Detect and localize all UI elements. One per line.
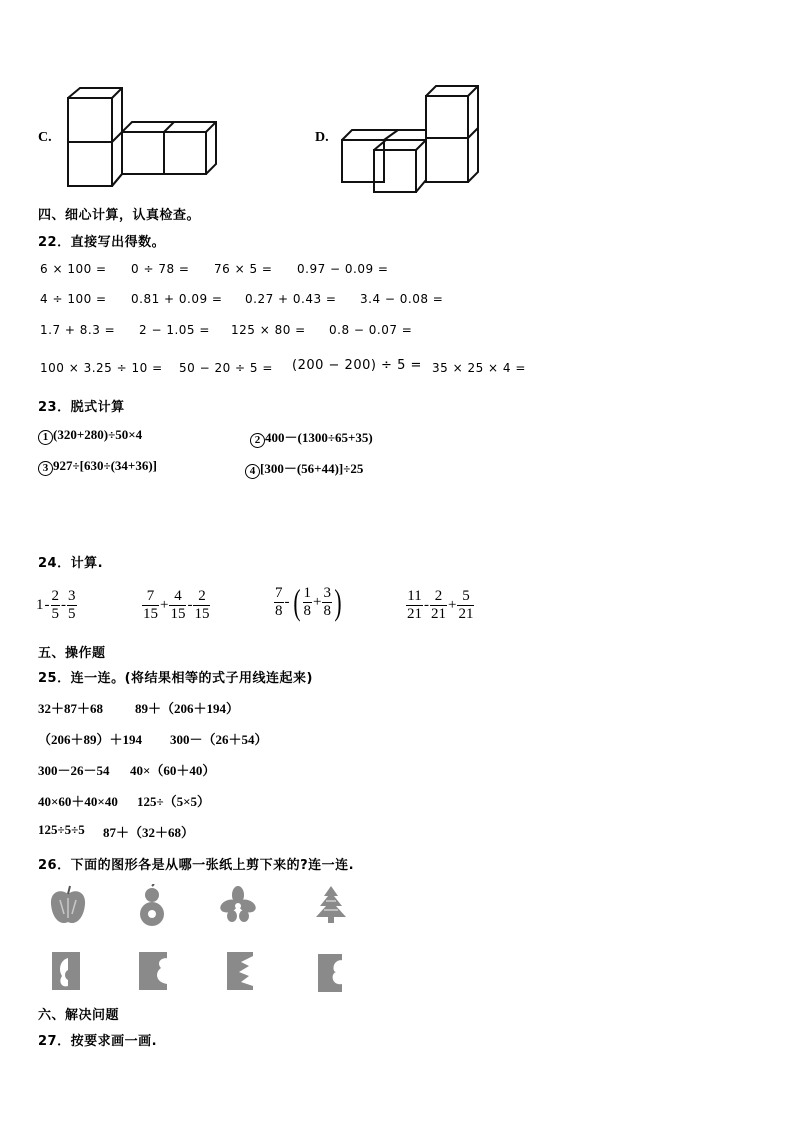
q22-row1-item4: 0.97 − 0.09 =	[297, 262, 389, 276]
q22-row3-item2: 2 − 1.05 =	[139, 323, 210, 337]
minus-sign: -	[44, 597, 50, 613]
q23-item1	[38, 427, 142, 445]
q22-row1-item3: 76 × 5 =	[214, 262, 273, 276]
q22-row4-item4: 35 × 25 × 4 =	[432, 361, 526, 375]
plus-sign: +	[448, 597, 457, 613]
option-d-label: D.	[315, 130, 329, 145]
folded-paper-3-image	[225, 950, 255, 992]
circle-number-2: 2	[250, 433, 265, 448]
tree-shape-image	[314, 886, 348, 924]
gourd-shape-image	[136, 884, 168, 928]
numerator: 1	[303, 584, 311, 601]
fraction	[303, 585, 313, 620]
apple-shape-image	[48, 884, 88, 928]
plus-sign: +	[160, 597, 169, 613]
q25-title: 25．连一连。(将结果相等的式子用线连起来)	[38, 671, 313, 686]
numerator: 5	[462, 588, 470, 604]
q22-row1-item1: 6 × 100 =	[40, 262, 107, 276]
left-paren: (	[292, 582, 301, 622]
minus-sign: -	[61, 597, 66, 613]
plus-sign: +	[313, 593, 322, 610]
q22-row2-item3: 0.27 + 0.43 =	[245, 292, 337, 306]
numerator: 2	[198, 588, 206, 604]
fraction	[430, 588, 447, 623]
q23-title: 23．脱式计算	[38, 400, 125, 415]
q25-row2-right: 300－（26＋54）	[170, 732, 268, 747]
denominator: 15	[143, 606, 158, 622]
circle-number-1: 1	[38, 430, 53, 445]
q22-row4-item2: 50 − 20 ÷ 5 =	[179, 361, 273, 375]
section6-heading: 六、解决问题	[38, 1008, 120, 1023]
fraction	[457, 588, 474, 623]
q24-expr-2	[142, 588, 210, 623]
q23-expr-3: 927÷[630÷(34+36)]	[53, 458, 157, 473]
q23-expr-2: 400－(1300÷65+35)	[265, 430, 373, 445]
numerator: 2	[434, 588, 443, 604]
q25-row1-left: 32＋87＋68	[38, 701, 104, 716]
q22-row3-item4: 0.8 − 0.07 =	[329, 323, 413, 337]
folded-paper-2-image	[137, 950, 169, 992]
fraction	[51, 588, 61, 623]
q23-item3	[38, 458, 157, 476]
q25-row4-left: 40×60＋40×40	[38, 794, 118, 809]
flower-shape-image	[220, 886, 256, 922]
q25-row3-left: 300－26－54	[38, 763, 110, 778]
numerator: 11	[407, 588, 422, 604]
q22-row3-item1: 1.7 + 8.3 =	[40, 323, 116, 337]
minus-sign: -	[187, 597, 193, 613]
section4-heading: 四、细心计算，认真检查。	[38, 208, 201, 223]
numerator: 3	[68, 588, 76, 604]
folded-paper-4-image	[316, 952, 344, 994]
numerator: 4	[174, 588, 182, 604]
minus-sign: -	[424, 597, 429, 613]
q22-row2-item1: 4 ÷ 100 =	[40, 292, 107, 306]
fraction	[169, 588, 186, 623]
q23-expr-4: [300－(56+44)]÷25	[260, 461, 364, 476]
q22-row2-item2: 0.81 + 0.09 =	[131, 292, 223, 306]
folded-paper-1-image	[50, 950, 82, 992]
right-paren: )	[334, 582, 342, 622]
q22-row3-item3: 125 × 80 =	[231, 323, 306, 337]
denominator: 21	[458, 606, 474, 622]
denominator: 5	[68, 606, 76, 622]
numerator: 7	[275, 584, 283, 601]
q24-expr-3	[274, 584, 344, 620]
q22-row4-item1: 100 × 3.25 ÷ 10 =	[40, 361, 163, 375]
q25-row2-left: （206＋89）＋194	[38, 732, 143, 747]
option-d-cube-figure	[338, 84, 488, 196]
minus-sign: -	[284, 593, 290, 610]
circle-number-4: 4	[245, 464, 260, 479]
q24-expr-1	[36, 588, 77, 623]
fraction	[322, 585, 332, 620]
fraction	[274, 585, 284, 620]
q22-row1-item2: 0 ÷ 78 =	[131, 262, 190, 276]
option-c-label: C.	[38, 130, 52, 145]
denominator: 8	[303, 602, 311, 619]
q25-row5-left: 125÷5÷5	[38, 822, 85, 837]
q22-row4-item3: (200 − 200) ÷ 5 =	[292, 358, 422, 373]
denominator: 21	[431, 606, 446, 622]
q25-row1-right: 89＋（206＋194）	[135, 701, 240, 716]
denominator: 21	[407, 606, 422, 622]
fraction	[67, 588, 77, 623]
q25-row4-right: 125÷（5×5）	[137, 794, 211, 809]
numerator: 3	[323, 584, 331, 601]
numerator: 2	[51, 588, 59, 604]
numerator: 7	[146, 588, 155, 604]
fraction	[193, 588, 210, 623]
fraction	[406, 588, 423, 623]
q22-row2-item4: 3.4 − 0.08 =	[360, 292, 444, 306]
q24-e1-lead: 1	[36, 597, 44, 613]
q27-title: 27．按要求画一画.	[38, 1034, 158, 1049]
q23-expr-1: (320+280)÷50×4	[53, 427, 143, 442]
q25-row5-right: 87＋（32＋68）	[103, 825, 195, 840]
q22-title: 22．直接写出得数。	[38, 235, 166, 250]
q23-item2	[250, 427, 373, 448]
q25-row3-right: 40×（60＋40）	[130, 763, 216, 778]
section5-heading: 五、操作题	[38, 646, 106, 661]
denominator: 8	[323, 602, 331, 619]
option-c-cube-figure	[60, 84, 225, 192]
denominator: 8	[275, 602, 283, 619]
denominator: 15	[194, 606, 210, 622]
denominator: 5	[51, 606, 59, 622]
q24-expr-4	[406, 588, 474, 623]
q23-item4	[245, 458, 363, 479]
q24-title: 24．计算.	[38, 556, 104, 571]
denominator: 15	[170, 606, 186, 622]
circle-number-3: 3	[38, 461, 53, 476]
q26-title: 26．下面的图形各是从哪一张纸上剪下来的?连一连.	[38, 858, 355, 873]
fraction	[142, 588, 159, 623]
